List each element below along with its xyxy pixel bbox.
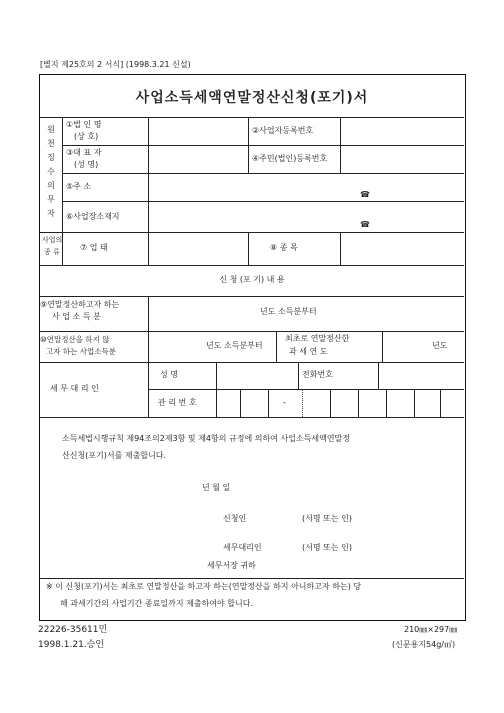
- statement-line-2: 산신청(포기)서를 제출합니다.: [62, 451, 167, 460]
- business-type-label: ⑦ 업 태: [80, 243, 108, 252]
- first-year-label: 최초로 연말정산한: [285, 334, 350, 343]
- statement-line-1: 소득세법시행규칙 제94조의2제3항 및 제4항의 규정에 의하여 사업소득세액연말정: [62, 434, 350, 443]
- address-label: ⑤주 소: [66, 182, 92, 191]
- note-line-2: 해 과세기간의 사업기간 종료일까지 제출하여야 합니다.: [60, 599, 253, 608]
- phone-icon: ☎: [360, 190, 370, 199]
- tax-agent-label: 세 무 대 리 인: [50, 384, 99, 393]
- agent-name-field[interactable]: [218, 364, 296, 387]
- first-year-sublabel: 과 세 연 도: [289, 347, 328, 356]
- biz-reg-no-label: ②사업자등록번호: [252, 126, 314, 135]
- apply-year-field[interactable]: 년도 소득분부터: [260, 307, 317, 316]
- waive-label: ⑩연말정산을 하지 않: [40, 335, 110, 344]
- mgmt-no-dash: -: [283, 398, 286, 407]
- form-frame: [39, 74, 466, 621]
- business-item-field[interactable]: [342, 234, 462, 263]
- agent-sign-field[interactable]: (서명 또는 인): [302, 543, 352, 552]
- applicant-sign-field[interactable]: (서명 또는 인): [302, 514, 352, 523]
- corp-name-sublabel: (상 호): [74, 132, 99, 141]
- mgmt-no-label: 관 리 번 호: [158, 398, 197, 407]
- section-char: 수: [47, 167, 55, 176]
- agent-name-label: 성 명: [160, 370, 178, 379]
- apply-sublabel: 사 업 소 득 분: [52, 312, 101, 321]
- section-char: 천: [47, 139, 55, 148]
- request-section-title: 신 청 (포 기) 내 용: [219, 275, 285, 284]
- section-char: 의: [47, 181, 55, 190]
- applicant-sign-label: 신청인: [223, 514, 247, 523]
- agent-sign-label: 세무대리인: [223, 543, 262, 552]
- waive-year-field[interactable]: 년도 소득분부터: [206, 341, 263, 350]
- date-line: 년 월 일: [202, 483, 231, 492]
- phone-icon: ☎: [360, 220, 370, 229]
- paper-type: (신문용지54g/㎡): [392, 640, 456, 649]
- agent-phone-label: 전화번호: [302, 370, 333, 379]
- business-kind-label: 사업의: [42, 236, 63, 244]
- representative-label: ③대 표 자: [66, 148, 102, 157]
- section-char: 무: [47, 195, 55, 204]
- business-kind-label-2: 종 류: [44, 248, 60, 256]
- approval-date: 1998.1.21.승인: [38, 640, 105, 650]
- resident-no-label: ④주민(법인)등록번호: [252, 154, 328, 163]
- section-char: 원: [47, 125, 55, 134]
- first-year-field[interactable]: 년도: [432, 341, 448, 350]
- business-item-label: ⑧ 종 목: [270, 243, 298, 252]
- representative-field[interactable]: [150, 147, 246, 171]
- form-code: 22226-35611민: [38, 625, 108, 635]
- biz-reg-no-field[interactable]: [342, 119, 462, 143]
- addressee: 세무서장 귀하: [207, 561, 256, 570]
- paper-size: 210㎜×297㎜: [404, 625, 458, 634]
- section-char: 자: [47, 209, 55, 218]
- form-title: 사업소득세액연말정산신청(포기)서: [135, 90, 369, 106]
- representative-sublabel: (성 명): [74, 160, 99, 169]
- agent-phone-field[interactable]: [380, 364, 462, 387]
- corp-name-label: ①법 인 명: [66, 120, 102, 129]
- resident-no-field[interactable]: [342, 147, 462, 171]
- workplace-label: ⑥사업장소재지: [66, 212, 120, 221]
- apply-label: ⑨연말정산하고자 하는: [40, 300, 120, 309]
- business-type-field[interactable]: [150, 234, 246, 263]
- corp-name-field[interactable]: [150, 119, 246, 143]
- section-char: 징: [47, 153, 55, 162]
- waive-sublabel: 고자 하는 사업소득분: [46, 347, 116, 356]
- note-line-1: ※ 이 신청(포기)서는 최초로 연말정산을 하고자 하는(연말정산을 하지 아니하고자 하는) 당: [46, 582, 362, 591]
- form-reference: [별지 제25호의 2 서식] (1998.3.21 신설): [40, 60, 191, 69]
- applicant-section-label: [45, 123, 57, 221]
